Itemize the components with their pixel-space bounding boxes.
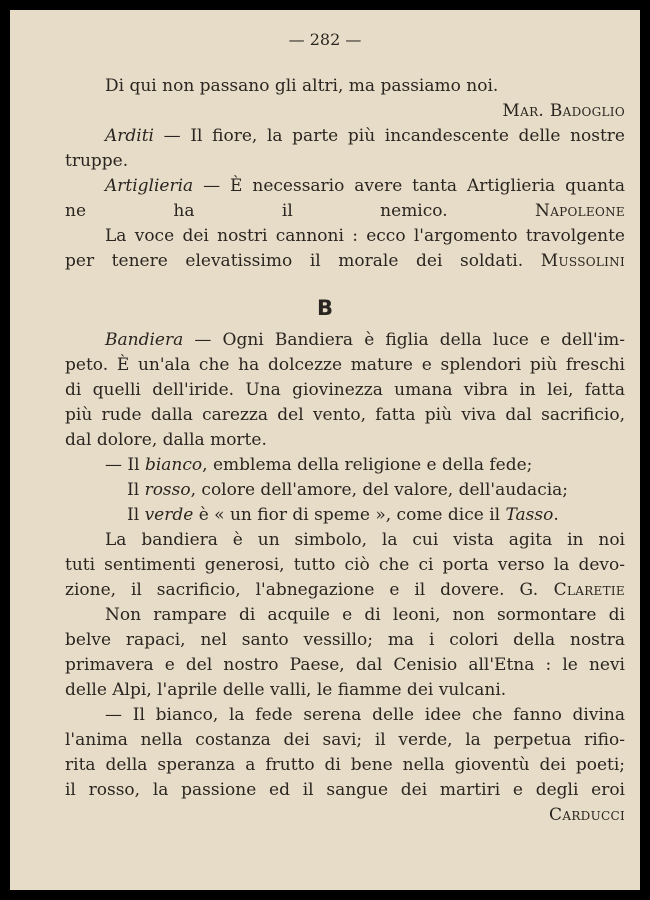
simbolo-line-1: La bandiera è un simbolo, la cui vista agita in noi <box>105 530 625 550</box>
carducci-line-1: — Il bianco, la fede serena delle idee che fanno divina <box>105 705 625 725</box>
page-number: — 282 — <box>288 30 362 49</box>
artiglieria-term: Artiglieria <box>105 176 194 196</box>
bandiera-line-1 <box>65 328 625 353</box>
rampare-line-2: belve rapaci, nel santo vessillo; ma i colori della nostra <box>65 630 625 650</box>
verse-3-e: . <box>553 505 559 525</box>
verse-1-a: — Il <box>105 455 145 475</box>
claretie-author: G. Claretie <box>519 580 625 600</box>
verse-3-verde: verde <box>144 505 194 525</box>
carducci-line-3: rita della speranza a frutto di bene nella gioventù dei poeti; <box>65 755 625 775</box>
badoglio-author: Mar. Badoglio <box>502 101 625 121</box>
verse-1-c: , emblema della religione e della fede; <box>202 455 533 475</box>
arditi-term: Arditi <box>105 126 154 146</box>
verse-2-a: Il <box>127 480 145 500</box>
rampare-line-1: Non rampare di acquile e di leoni, non sormontare di <box>105 605 625 625</box>
arditi-line-1 <box>65 124 625 149</box>
verse-2-rosso: rosso <box>144 480 191 500</box>
bandiera-term: Bandiera <box>105 330 184 350</box>
bandiera-line-2: peto. È un'ala che ha dolcezze mature e splendori più freschi <box>65 355 625 375</box>
carducci-author: Carducci <box>549 805 625 825</box>
artiglieria-line-2 <box>65 199 625 224</box>
verse-line-1 <box>65 453 625 478</box>
verse-line-3 <box>65 503 625 528</box>
voce-text-2: per tenere elevatissimo il morale dei soldati. <box>65 251 524 271</box>
simbolo-text-3: zione, il sacrificio, l'abnegazione e il dovere. <box>65 580 505 600</box>
bandiera-line-4: più rude dalla carezza del vento, fatta più viva dal sacrificio, <box>65 405 625 425</box>
artiglieria-line-1 <box>65 174 625 199</box>
bandiera-line-5: dal dolore, dalla morte. <box>65 430 267 450</box>
top-quotes <box>65 74 625 274</box>
verse-line-2 <box>65 478 625 503</box>
artiglieria-def-2: ne ha il nemico. <box>65 201 448 221</box>
book-page <box>10 10 640 890</box>
carducci-line-4: il rosso, la passione ed il sangue dei martiri e degli eroi <box>65 780 625 800</box>
simbolo-line-2: tuti sentimenti generosi, tutto ciò che ci porta verso la devo- <box>65 555 625 575</box>
carducci-line-2: l'anima nella costanza dei savi; il verde, la perpetua rifio- <box>65 730 625 750</box>
artiglieria-def: — È necessario avere tanta Artiglieria quanta <box>193 176 625 196</box>
arditi-def: — Il fiore, la parte più incandescente delle nostre <box>154 126 625 146</box>
voce-line-1: La voce dei nostri cannoni : ecco l'argomento travolgente <box>105 226 625 246</box>
napoleone-author: Napoleone <box>535 201 625 221</box>
section-letter: B <box>316 296 333 320</box>
rampare-line-4: delle Alpi, l'aprile delle valli, le fiamme dei vulcani. <box>65 680 507 700</box>
bandiera-def: — Ogni Bandiera è figlia della luce e dell'im- <box>183 330 625 350</box>
verse-3-tasso: Tasso <box>505 505 554 525</box>
verse-3-a: Il <box>127 505 145 525</box>
rampare-line-3: primavera e del nostro Paese, dal Cenisio all'Etna : le nevi <box>65 655 625 675</box>
arditi-line-2: truppe. <box>65 151 129 171</box>
simbolo-line-3 <box>65 578 625 603</box>
verse-2-c: , colore dell'amore, del valore, dell'audacia; <box>190 480 569 500</box>
badoglio-quote: Di qui non passano gli altri, ma passiamo noi. <box>105 76 499 96</box>
mussolini-author: Mussolini <box>540 251 625 271</box>
voce-line-2 <box>65 249 625 274</box>
bandiera-entry <box>65 328 625 828</box>
verse-1-bianco: bianco <box>144 455 203 475</box>
verse-3-c: è « un fior di speme », come dice il <box>193 505 506 525</box>
bandiera-line-3: di quelli dell'iride. Una giovinezza umana vibra in lei, fatta <box>65 380 625 400</box>
